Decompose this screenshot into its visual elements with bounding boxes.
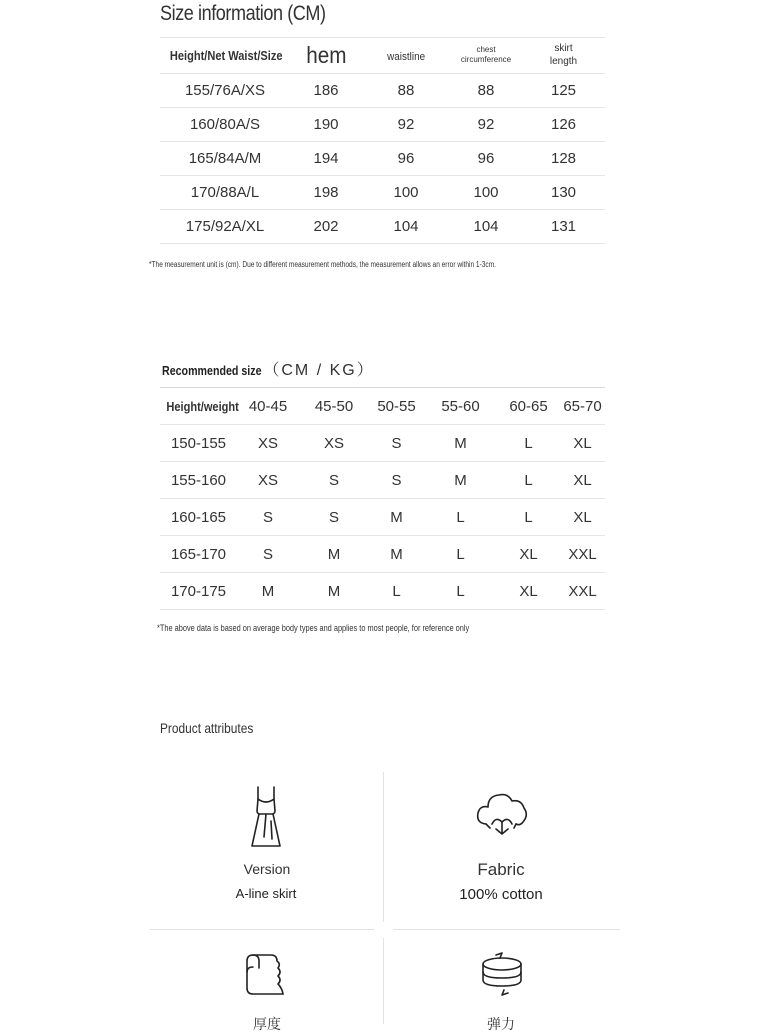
table-cell: 160/80A/S <box>160 108 290 142</box>
cotton-icon <box>474 790 530 842</box>
table-cell: S <box>369 462 424 499</box>
table-cell: L <box>424 499 497 536</box>
fabric-label: Fabric <box>477 860 525 879</box>
header-skirt-length: skirt length <box>549 43 578 67</box>
table-row <box>160 536 605 573</box>
version-value: A-line skirt <box>235 886 297 901</box>
table-cell: XXL <box>560 536 605 573</box>
table-cell: M <box>424 425 497 462</box>
table-cell: M <box>369 536 424 573</box>
table-cell: 202 <box>290 210 362 244</box>
table-cell: 88 <box>362 74 450 108</box>
table-cell: S <box>237 499 299 536</box>
header-hem: hem <box>305 42 347 68</box>
recommended-size-title-main: Recommended size <box>162 363 262 378</box>
header-chest: chest circumference <box>460 44 512 64</box>
table-cell: 92 <box>450 108 522 142</box>
table-row <box>160 108 605 142</box>
table-cell: 155/76A/XS <box>160 74 290 108</box>
table-cell: 125 <box>522 74 605 108</box>
table-cell: XL <box>560 462 605 499</box>
table-cell: L <box>497 462 560 499</box>
table-cell: S <box>299 462 369 499</box>
table-row <box>160 142 605 176</box>
table-row <box>160 462 605 499</box>
table-cell: 96 <box>362 142 450 176</box>
header-weight-range: 40-45 <box>237 388 299 425</box>
recommended-table-header <box>160 388 605 425</box>
table-cell: 104 <box>450 210 522 244</box>
table-cell: L <box>369 573 424 610</box>
recommended-size-title-units: （CM / KG） <box>263 362 375 379</box>
fabric-roll-icon <box>245 952 287 996</box>
table-cell: 96 <box>450 142 522 176</box>
table-cell: 130 <box>522 176 605 210</box>
table-cell: M <box>299 536 369 573</box>
table-cell: M <box>369 499 424 536</box>
header-height-waist-size: Height/Net Waist/Size <box>169 47 283 63</box>
elasticity-label: 弹力 <box>487 1016 515 1032</box>
table-row <box>160 499 605 536</box>
dress-icon <box>245 785 287 849</box>
table-row <box>160 573 605 610</box>
table-cell: 186 <box>290 74 362 108</box>
table-cell: 131 <box>522 210 605 244</box>
recommended-size-note: *The above data is based on average body types and applies to most people, for reference only <box>157 623 470 633</box>
table-cell: 170/88A/L <box>160 176 290 210</box>
table-cell: L <box>424 536 497 573</box>
header-weight-range: 65-70 <box>560 388 605 425</box>
table-cell: XL <box>497 536 560 573</box>
size-table <box>160 37 605 244</box>
table-cell: 104 <box>362 210 450 244</box>
recommended-size-title <box>162 357 375 380</box>
table-cell: 126 <box>522 108 605 142</box>
table-cell: XL <box>497 573 560 610</box>
table-cell: 155-160 <box>160 462 237 499</box>
table-row <box>160 425 605 462</box>
table-cell: L <box>497 499 560 536</box>
divider <box>150 929 374 930</box>
divider <box>383 938 384 1024</box>
version-label: Version <box>243 861 291 877</box>
fabric-value: 100% cotton <box>459 886 543 903</box>
table-row <box>160 210 605 244</box>
table-cell: XS <box>299 425 369 462</box>
table-cell: 165-170 <box>160 536 237 573</box>
table-cell: M <box>237 573 299 610</box>
table-cell: 165/84A/M <box>160 142 290 176</box>
table-cell: S <box>369 425 424 462</box>
table-row <box>160 74 605 108</box>
header-waistline: waistline <box>387 50 425 63</box>
table-cell: 198 <box>290 176 362 210</box>
header-weight-range: 45-50 <box>299 388 369 425</box>
table-cell: 92 <box>362 108 450 142</box>
table-cell: 160-165 <box>160 499 237 536</box>
table-cell: M <box>424 462 497 499</box>
thickness-label: 厚度 <box>253 1016 281 1032</box>
table-cell: M <box>299 573 369 610</box>
header-weight-range: 55-60 <box>424 388 497 425</box>
divider <box>393 929 620 930</box>
table-cell: L <box>497 425 560 462</box>
table-cell: S <box>299 499 369 536</box>
table-cell: L <box>424 573 497 610</box>
table-cell: XL <box>560 425 605 462</box>
table-cell: XS <box>237 425 299 462</box>
header-height-weight: Height/weight <box>166 398 239 414</box>
table-row <box>160 176 605 210</box>
header-weight-range: 60-65 <box>497 388 560 425</box>
size-info-note: *The measurement unit is (cm). Due to different measurement methods, the measurement allows an error within 1-3cm. <box>149 260 496 269</box>
table-cell: XL <box>560 499 605 536</box>
table-cell: 100 <box>450 176 522 210</box>
divider <box>383 772 384 922</box>
recommended-size-table <box>160 387 605 610</box>
elastic-icon <box>480 952 524 996</box>
table-cell: 88 <box>450 74 522 108</box>
table-cell: 190 <box>290 108 362 142</box>
table-cell: 100 <box>362 176 450 210</box>
header-weight-range: 50-55 <box>369 388 424 425</box>
table-cell: XXL <box>560 573 605 610</box>
product-attributes-title: Product attributes <box>160 720 254 736</box>
size-table-header <box>160 38 605 74</box>
table-cell: XS <box>237 462 299 499</box>
table-cell: 128 <box>522 142 605 176</box>
table-cell: 170-175 <box>160 573 237 610</box>
table-cell: 194 <box>290 142 362 176</box>
table-cell: 175/92A/XL <box>160 210 290 244</box>
table-cell: 150-155 <box>160 425 237 462</box>
size-info-title: Size information (CM) <box>160 2 326 25</box>
table-cell: S <box>237 536 299 573</box>
